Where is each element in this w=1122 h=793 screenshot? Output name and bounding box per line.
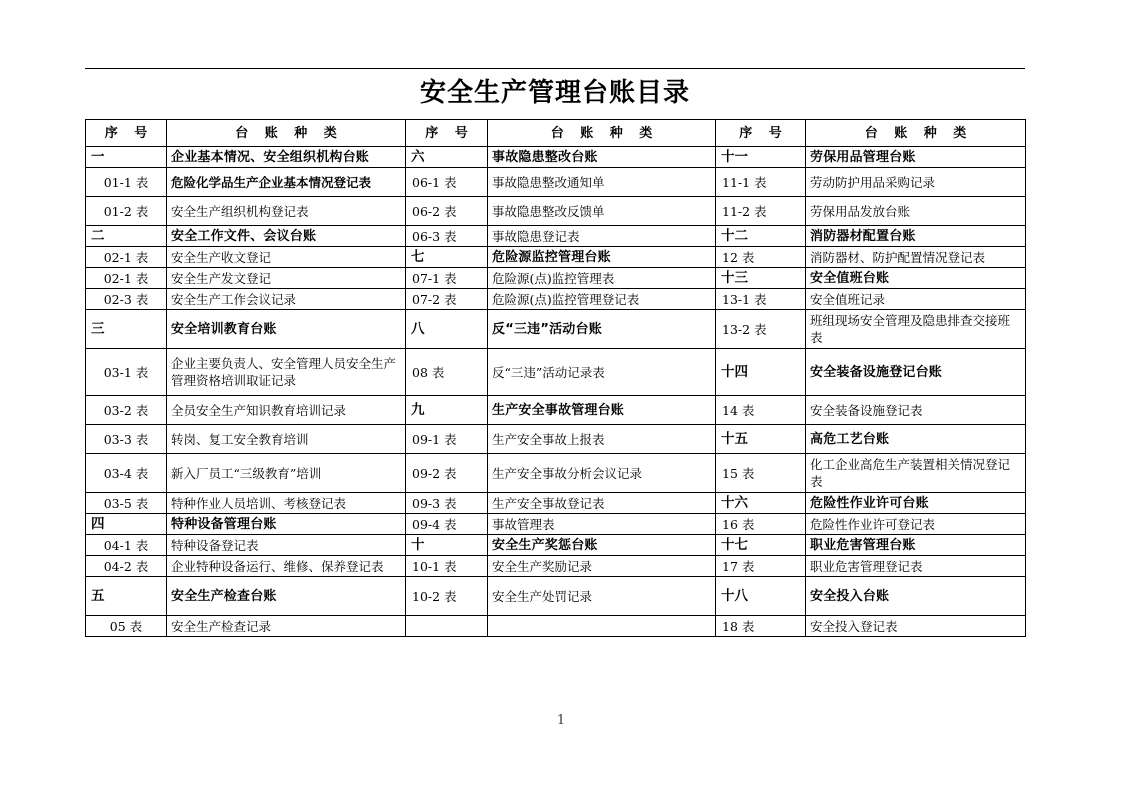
cell-ledger-type-group-2: 反“三违”活动台账 [488, 310, 716, 349]
table-row [86, 197, 1026, 226]
cell-ledger-type-group-2: 安全生产奖惩台账 [488, 535, 716, 556]
cell-serial-group-2: 09-3 表 [406, 493, 488, 514]
table-row [86, 226, 1026, 247]
cell-serial-group-2: 06-3 表 [406, 226, 488, 247]
table-row [86, 268, 1026, 289]
cell-serial-group-3: 14 表 [716, 396, 806, 425]
column-header-no-2: 序 号 [406, 120, 488, 147]
cell-serial-group-2: 06-2 表 [406, 197, 488, 226]
cell-serial-group-2: 六 [406, 147, 488, 168]
cell-ledger-type-group-1: 全员安全生产知识教育培训记录 [167, 396, 406, 425]
table-row [86, 454, 1026, 493]
cell-ledger-type-group-2: 事故管理表 [488, 514, 716, 535]
cell-serial-group-1: 03-3 表 [86, 425, 167, 454]
cell-serial-group-2: 07-2 表 [406, 289, 488, 310]
cell-ledger-type-group-3: 劳动防护用品采购记录 [806, 168, 1026, 197]
cell-ledger-type-group-1: 安全生产检查台账 [167, 577, 406, 616]
cell-ledger-type-group-3: 劳保用品管理台账 [806, 147, 1026, 168]
table-row [86, 289, 1026, 310]
cell-serial-group-1: 四 [86, 514, 167, 535]
cell-ledger-type-group-2: 安全生产处罚记录 [488, 577, 716, 616]
cell-serial-group-3: 13-2 表 [716, 310, 806, 349]
cell-serial-group-1: 五 [86, 577, 167, 616]
cell-ledger-type-group-2: 反“三违”活动记录表 [488, 349, 716, 396]
cell-serial-group-3: 十一 [716, 147, 806, 168]
cell-ledger-type-group-3: 危险性作业许可登记表 [806, 514, 1026, 535]
cell-ledger-type-group-1: 特种作业人员培训、考核登记表 [167, 493, 406, 514]
cell-ledger-type-group-3: 班组现场安全管理及隐患排查交接班表 [806, 310, 1026, 349]
cell-serial-group-1: 01-1 表 [86, 168, 167, 197]
cell-serial-group-3: 十八 [716, 577, 806, 616]
cell-serial-group-2: 07-1 表 [406, 268, 488, 289]
table-row [86, 425, 1026, 454]
cell-serial-group-2: 十 [406, 535, 488, 556]
cell-serial-group-3: 十三 [716, 268, 806, 289]
table-row [86, 493, 1026, 514]
table-row [86, 168, 1026, 197]
cell-ledger-type-group-3: 安全值班台账 [806, 268, 1026, 289]
table-row [86, 535, 1026, 556]
cell-ledger-type-group-1: 安全生产收文登记 [167, 247, 406, 268]
cell-serial-group-3: 12 表 [716, 247, 806, 268]
cell-ledger-type-group-3: 消防器材配置台账 [806, 226, 1026, 247]
ledger-directory-table [85, 119, 1026, 637]
cell-serial-group-3: 十六 [716, 493, 806, 514]
cell-ledger-type-group-2: 生产安全事故登记表 [488, 493, 716, 514]
cell-serial-group-3: 16 表 [716, 514, 806, 535]
cell-ledger-type-group-3: 安全投入台账 [806, 577, 1026, 616]
cell-ledger-type-group-1: 特种设备管理台账 [167, 514, 406, 535]
cell-serial-group-2: 九 [406, 396, 488, 425]
cell-serial-group-2: 10-1 表 [406, 556, 488, 577]
cell-serial-group-1: 04-2 表 [86, 556, 167, 577]
cell-ledger-type-group-3: 安全装备设施登记台账 [806, 349, 1026, 396]
cell-serial-group-1: 05 表 [86, 616, 167, 637]
table-row [86, 349, 1026, 396]
cell-ledger-type-group-1: 安全生产检查记录 [167, 616, 406, 637]
cell-ledger-type-group-3: 消防器材、防护配置情况登记表 [806, 247, 1026, 268]
cell-ledger-type-group-2: 生产安全事故管理台账 [488, 396, 716, 425]
cell-serial-group-1: 03-5 表 [86, 493, 167, 514]
cell-serial-group-1: 二 [86, 226, 167, 247]
cell-serial-group-3: 十二 [716, 226, 806, 247]
table-row [86, 514, 1026, 535]
table-row [86, 147, 1026, 168]
cell-serial-group-1: 02-3 表 [86, 289, 167, 310]
cell-ledger-type-group-1: 安全生产发文登记 [167, 268, 406, 289]
header-rule [85, 68, 1025, 69]
cell-serial-group-2: 09-4 表 [406, 514, 488, 535]
table-row [86, 577, 1026, 616]
table-row [86, 247, 1026, 268]
cell-ledger-type-group-1: 转岗、复工安全教育培训 [167, 425, 406, 454]
cell-ledger-type-group-1: 企业基本情况、安全组织机构台账 [167, 147, 406, 168]
cell-serial-group-1: 一 [86, 147, 167, 168]
cell-serial-group-1: 02-1 表 [86, 268, 167, 289]
table-row [86, 310, 1026, 349]
cell-ledger-type-group-1: 安全生产工作会议记录 [167, 289, 406, 310]
cell-ledger-type-group-1: 企业特种设备运行、维修、保养登记表 [167, 556, 406, 577]
cell-serial-group-3: 13-1 表 [716, 289, 806, 310]
table-body [86, 120, 1026, 637]
cell-serial-group-2: 七 [406, 247, 488, 268]
cell-serial-group-3: 十五 [716, 425, 806, 454]
cell-ledger-type-group-1: 特种设备登记表 [167, 535, 406, 556]
cell-serial-group-2 [406, 616, 488, 637]
cell-ledger-type-group-3: 高危工艺台账 [806, 425, 1026, 454]
column-header-no-3: 序 号 [716, 120, 806, 147]
cell-ledger-type-group-1: 企业主要负责人、安全管理人员安全生产管理资格培训取证记录 [167, 349, 406, 396]
cell-ledger-type-group-2: 事故隐患整改台账 [488, 147, 716, 168]
cell-ledger-type-group-2 [488, 616, 716, 637]
cell-ledger-type-group-2: 事故隐患登记表 [488, 226, 716, 247]
cell-ledger-type-group-2: 危险源(点)监控管理表 [488, 268, 716, 289]
column-header-type-1: 台 账 种 类 [167, 120, 406, 147]
table-row [86, 616, 1026, 637]
cell-ledger-type-group-1: 危险化学品生产企业基本情况登记表 [167, 168, 406, 197]
cell-ledger-type-group-2: 危险源监控管理台账 [488, 247, 716, 268]
cell-ledger-type-group-1: 新入厂员工“三级教育”培训 [167, 454, 406, 493]
cell-serial-group-2: 09-2 表 [406, 454, 488, 493]
cell-ledger-type-group-3: 化工企业高危生产装置相关情况登记表 [806, 454, 1026, 493]
cell-ledger-type-group-2: 安全生产奖励记录 [488, 556, 716, 577]
cell-ledger-type-group-2: 生产安全事故上报表 [488, 425, 716, 454]
cell-serial-group-2: 八 [406, 310, 488, 349]
cell-ledger-type-group-1: 安全生产组织机构登记表 [167, 197, 406, 226]
cell-serial-group-1: 03-4 表 [86, 454, 167, 493]
cell-ledger-type-group-2: 危险源(点)监控管理登记表 [488, 289, 716, 310]
cell-ledger-type-group-3: 危险性作业许可台账 [806, 493, 1026, 514]
cell-serial-group-3: 十七 [716, 535, 806, 556]
cell-serial-group-1: 01-2 表 [86, 197, 167, 226]
cell-serial-group-2: 10-2 表 [406, 577, 488, 616]
cell-ledger-type-group-3: 安全装备设施登记表 [806, 396, 1026, 425]
cell-serial-group-3: 18 表 [716, 616, 806, 637]
cell-serial-group-1: 03-2 表 [86, 396, 167, 425]
cell-serial-group-1: 02-1 表 [86, 247, 167, 268]
cell-serial-group-1: 04-1 表 [86, 535, 167, 556]
page-number: 1 [556, 713, 566, 728]
cell-ledger-type-group-3: 职业危害管理台账 [806, 535, 1026, 556]
cell-serial-group-2: 08 表 [406, 349, 488, 396]
cell-serial-group-3: 15 表 [716, 454, 806, 493]
table-row [86, 396, 1026, 425]
cell-serial-group-3: 十四 [716, 349, 806, 396]
cell-ledger-type-group-3: 安全值班记录 [806, 289, 1026, 310]
cell-ledger-type-group-3: 安全投入登记表 [806, 616, 1026, 637]
column-header-no-1: 序 号 [86, 120, 167, 147]
cell-serial-group-3: 17 表 [716, 556, 806, 577]
cell-ledger-type-group-1: 安全培训教育台账 [167, 310, 406, 349]
table-header-row [86, 120, 1026, 147]
cell-ledger-type-group-2: 生产安全事故分析会议记录 [488, 454, 716, 493]
cell-ledger-type-group-2: 事故隐患整改通知单 [488, 168, 716, 197]
cell-serial-group-3: 11-2 表 [716, 197, 806, 226]
column-header-type-2: 台 账 种 类 [488, 120, 716, 147]
cell-ledger-type-group-3: 职业危害管理登记表 [806, 556, 1026, 577]
cell-serial-group-1: 03-1 表 [86, 349, 167, 396]
cell-serial-group-2: 09-1 表 [406, 425, 488, 454]
column-header-type-3: 台 账 种 类 [806, 120, 1026, 147]
cell-ledger-type-group-3: 劳保用品发放台账 [806, 197, 1026, 226]
table-row [86, 556, 1026, 577]
cell-serial-group-1: 三 [86, 310, 167, 349]
cell-serial-group-3: 11-1 表 [716, 168, 806, 197]
cell-ledger-type-group-1: 安全工作文件、会议台账 [167, 226, 406, 247]
cell-serial-group-2: 06-1 表 [406, 168, 488, 197]
page-title: 安全生产管理台账目录 [419, 78, 690, 108]
cell-ledger-type-group-2: 事故隐患整改反馈单 [488, 197, 716, 226]
